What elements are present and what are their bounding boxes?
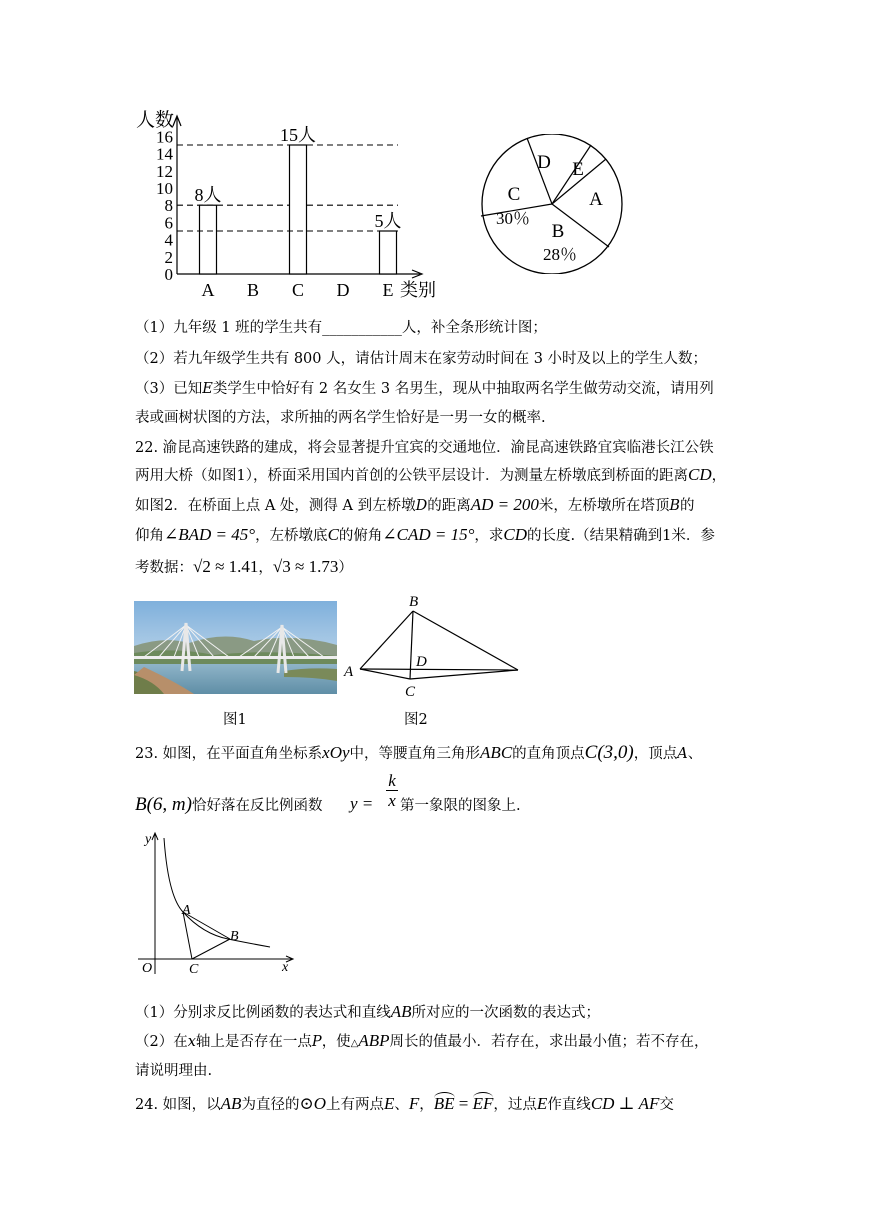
x-tick-label: A — [201, 280, 215, 300]
q21-part1 — [135, 316, 547, 337]
bridge-photo — [134, 601, 337, 694]
y-tick-label: 10 — [156, 179, 173, 198]
var: E — [536, 1094, 548, 1113]
pie-slice-label: D — [537, 152, 551, 173]
math: = — [454, 1094, 473, 1113]
q22-line4 — [135, 524, 715, 545]
fig2-caption: 图2 — [404, 712, 428, 728]
bar-chart — [130, 104, 450, 304]
text: 米，左桥墩所在塔顶 — [538, 498, 670, 514]
point-label: A — [344, 664, 354, 680]
text: ） — [338, 560, 353, 576]
q23-part2 — [135, 1030, 709, 1051]
text: （1）分别求反比例函数的表达式和直线 — [135, 1005, 391, 1021]
text: 的距离 — [427, 498, 471, 514]
axis-label: x — [282, 960, 289, 975]
math: ∠CAD = 15° — [382, 525, 475, 544]
point-label: O — [142, 961, 153, 976]
text: 、 — [687, 746, 703, 762]
point-label: A — [182, 903, 191, 918]
q22-line3 — [135, 494, 695, 515]
text: 的长度.（结果精确到1米．参 — [527, 528, 715, 544]
var: E — [383, 1094, 395, 1113]
var: x — [187, 1034, 196, 1050]
text: 中，等腰直角三角形 — [349, 746, 481, 762]
math: CD — [687, 465, 712, 484]
text: ，求 — [474, 528, 504, 544]
circle-symbol: ⊙ — [299, 1094, 314, 1113]
text: ，顶点 — [633, 746, 678, 762]
math: B(6, m) — [135, 794, 192, 815]
math: y = — [350, 794, 374, 813]
x-axis-title: 类别 — [400, 280, 436, 300]
text: ，过点 — [493, 1097, 537, 1113]
y-tick-label: 0 — [164, 265, 173, 284]
text: 如图2．在桥面上点 A 处，测得 A 到左桥墩 — [135, 498, 416, 514]
q24-line1 — [135, 1093, 674, 1114]
var: B — [669, 498, 681, 514]
x-tick-label: D — [336, 280, 350, 300]
q23-part1 — [135, 1001, 600, 1022]
math: CD ⊥ AF — [590, 1094, 660, 1113]
pie-slice-label: E — [572, 159, 584, 180]
var: O — [313, 1094, 326, 1113]
math: AB — [390, 1002, 412, 1021]
var: D — [415, 498, 428, 514]
q22-line2 — [135, 464, 726, 485]
text: 类学生中恰好有 2 名女生 3 名男生，现从中抽取两名学生做劳动交流，请用列 — [212, 381, 714, 397]
numerator: k — [388, 771, 396, 790]
q22-line1: 22. 渝昆高速铁路的建成，将会显著提升宜宾的交通地位．渝昆高速铁路宜宾临港长江公铁 — [135, 440, 714, 456]
bar — [200, 205, 217, 274]
text: 上有两点 — [325, 1097, 384, 1113]
text: ， — [711, 468, 727, 484]
answer-blank: ___________ — [322, 320, 402, 336]
x-tick-label: B — [246, 280, 260, 300]
pie-slice-pct: 28％ — [543, 245, 577, 264]
text: 恰好落在反比例函数 — [191, 798, 323, 814]
math: AD = 200 — [470, 495, 539, 514]
text: 、 — [394, 1097, 409, 1113]
text: 两用大桥（如图1），桥面采用国内首创的公铁平层设计．为测量左桥墩底到桥面的距离 — [135, 468, 688, 484]
y-tick-label: 12 — [156, 161, 173, 181]
text: （2）在 — [135, 1034, 188, 1050]
text: ，使 — [321, 1034, 351, 1050]
pie-slice-label: C — [507, 184, 521, 205]
text: 的 — [680, 498, 695, 514]
text: （1）九年级 1 班的学生共有 — [135, 320, 323, 336]
point-label: D — [416, 654, 427, 670]
y-tick-label: 14 — [156, 144, 173, 164]
arc-BE: BE — [433, 1094, 455, 1113]
hyperbola-graph — [128, 826, 298, 978]
arc-EF: EF — [472, 1094, 494, 1113]
math: √3 ≈ 1.73 — [272, 557, 339, 576]
math: AB — [220, 1094, 242, 1113]
var: F — [408, 1094, 420, 1113]
text: 作直线 — [547, 1097, 591, 1113]
bar — [380, 231, 397, 274]
var: C — [327, 525, 339, 544]
bar-label: 5人 — [374, 211, 402, 231]
x-tick-label: C — [291, 280, 305, 300]
text: 交 — [659, 1097, 674, 1113]
bar-label: 8人 — [194, 185, 222, 206]
axis-label: y — [145, 832, 152, 847]
y-tick-label: 8 — [164, 196, 173, 216]
text: 的直角顶点 — [512, 746, 585, 762]
math: ABP — [358, 1031, 390, 1050]
q22-line5 — [135, 556, 353, 577]
q21-part3 — [135, 377, 714, 398]
text: ， — [419, 1097, 434, 1113]
q23-line1 — [135, 742, 702, 764]
text: ，左桥墩底 — [255, 528, 328, 544]
fraction-k-over-x — [386, 772, 398, 811]
y-tick-label: 6 — [164, 213, 173, 233]
math: ABC — [480, 743, 513, 762]
q23-line2-end: 第一象限的图象上. — [400, 798, 521, 814]
text: 的俯角 — [338, 528, 383, 544]
text: 24. 如图，以 — [135, 1097, 221, 1113]
text: 所对应的一次函数的表达式； — [411, 1005, 601, 1021]
point-label: C — [189, 962, 199, 977]
pie-slice-pct: 30％ — [496, 209, 530, 228]
q21-part2: （2）若九年级学生共有 800 人，请估计周末在家劳动时间在 3 小时及以上的学生人数； — [135, 351, 708, 367]
math: xOy — [322, 743, 350, 762]
pie-slice-label: B — [551, 221, 565, 242]
math: C(3,0) — [584, 742, 634, 763]
q21-part3-cont: 表或画树状图的方法，求所抽的两名学生恰好是一男一女的概率. — [135, 410, 546, 426]
y-axis-title: 人数 — [136, 110, 175, 131]
pie-chart — [478, 134, 628, 274]
text: ， — [258, 560, 273, 576]
text: （3）已知 — [135, 381, 203, 397]
fig2-diagram — [338, 590, 528, 702]
fig1-caption: 图1 — [223, 712, 247, 728]
y-tick-label: 2 — [164, 247, 173, 267]
point-label: B — [409, 594, 419, 610]
math: √2 ≈ 1.41 — [193, 557, 259, 576]
math: CD — [503, 525, 528, 544]
var: A — [677, 746, 688, 762]
var: P — [311, 1034, 322, 1050]
pie-slice-label: A — [589, 189, 603, 210]
y-tick-label: 16 — [156, 127, 173, 147]
q23-part2-cont: 请说明理由. — [135, 1063, 213, 1079]
denominator: x — [388, 791, 396, 810]
text: 为直径的 — [241, 1097, 300, 1113]
triangle-symbol: △ — [350, 1038, 359, 1049]
q23-line2 — [135, 794, 322, 816]
bar — [290, 145, 307, 274]
y-tick-label: 4 — [164, 230, 173, 250]
bar-label: 15人 — [280, 125, 316, 145]
math: ∠BAD = 45° — [164, 525, 256, 544]
text: 轴上是否存在一点 — [195, 1034, 312, 1050]
text: 人，补全条形统计图； — [401, 320, 547, 336]
var: E — [202, 381, 213, 397]
text: 周长的值最小．若存在，求出最小值；若不存在， — [389, 1034, 709, 1050]
text: 23. 如图，在平面直角坐标系 — [135, 746, 323, 762]
text: 仰角 — [135, 528, 164, 544]
x-tick-label: E — [382, 280, 394, 300]
point-label: B — [230, 929, 239, 944]
point-label: C — [405, 684, 416, 700]
text: 考数据： — [135, 560, 193, 576]
